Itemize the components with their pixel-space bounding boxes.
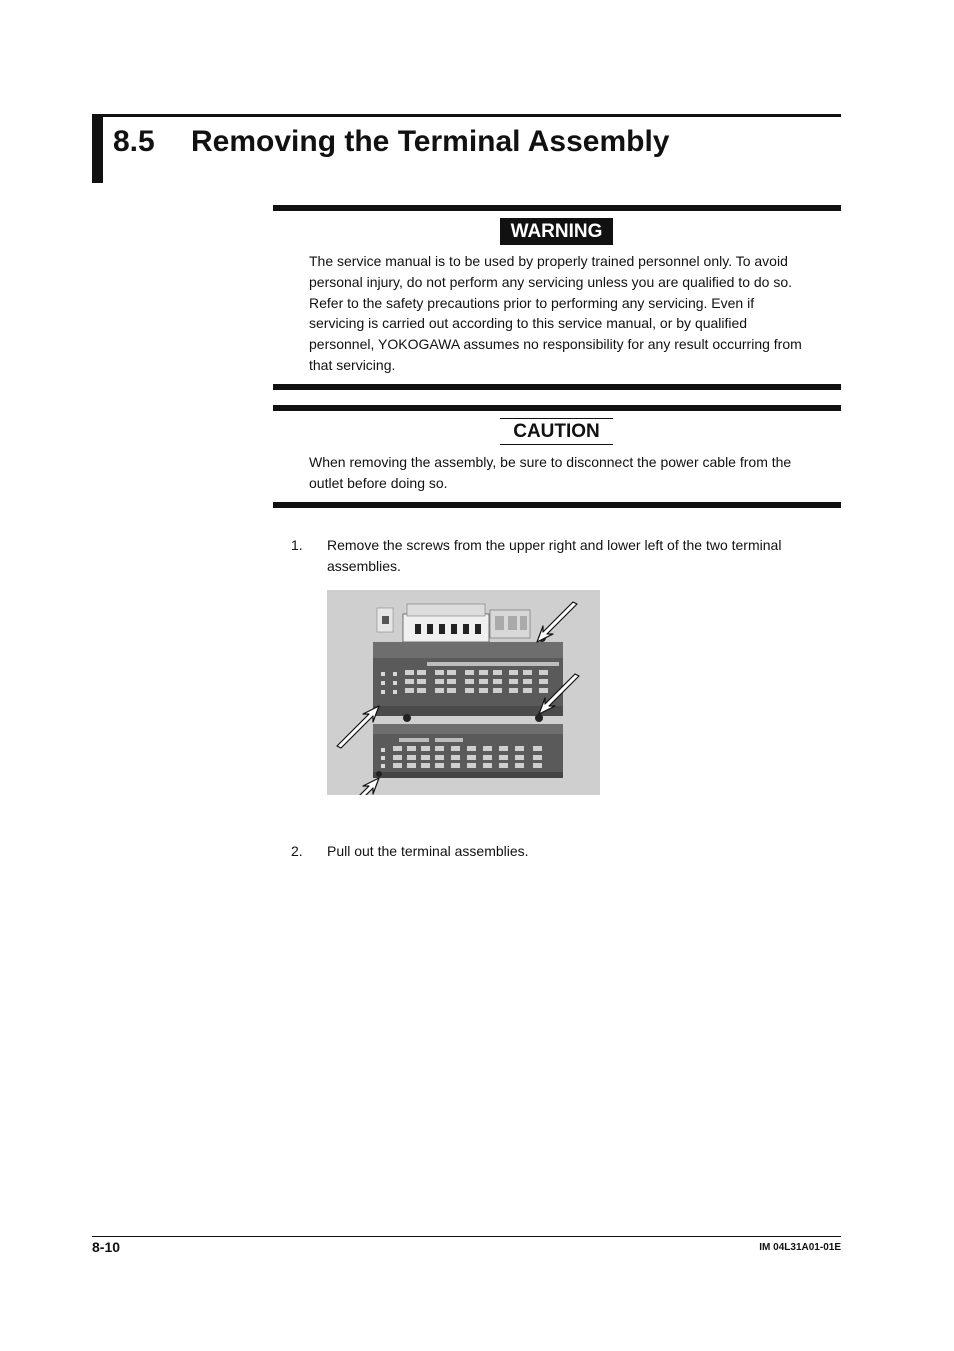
step-line: Remove the screws from the upper right and lower left of the two terminal [327, 537, 782, 553]
document-id: IM 04L31A01-01E [759, 1242, 841, 1253]
warning-line: servicing is carried out according to this service manual, or by qualified [309, 315, 748, 332]
step-line: assemblies. [327, 557, 401, 574]
terminal-assembly-photo [327, 590, 600, 795]
caution-text [309, 452, 829, 494]
section-marker-bar [92, 114, 103, 183]
step-text [327, 841, 827, 862]
warning-line: The service manual is to be used by properly trained personnel only. To avoid [309, 253, 788, 269]
caution-label: CAUTION [500, 418, 613, 445]
section-number: 8.5 [113, 125, 155, 158]
footer-rule [92, 1236, 841, 1237]
step-number: 1. [291, 537, 303, 553]
page-number: 8-10 [92, 1239, 121, 1255]
caution-line: When removing the assembly, be sure to disconnect the power cable from the [309, 454, 792, 470]
warning-line: personal injury, do not perform any servicing unless you are qualified to do so. [309, 273, 793, 290]
warning-label: WARNING [500, 218, 613, 245]
warning-top-rule [273, 205, 841, 211]
step-number: 2. [291, 843, 303, 859]
section-top-rule [103, 114, 841, 117]
step-line: Pull out the terminal assemblies. [327, 843, 529, 859]
section-title: Removing the Terminal Assembly [191, 125, 670, 158]
warning-bottom-rule [273, 384, 841, 390]
warning-line: personnel, YOKOGAWA assumes no responsibility for any result occurring from [309, 336, 802, 353]
warning-text [309, 251, 829, 376]
step-text [327, 535, 827, 577]
caution-bottom-rule [273, 502, 841, 508]
warning-line: Refer to the safety precautions prior to performing any servicing. Even if [309, 294, 755, 311]
warning-line: that servicing. [309, 356, 396, 373]
caution-top-rule [273, 405, 841, 411]
caution-line: outlet before doing so. [309, 474, 448, 491]
